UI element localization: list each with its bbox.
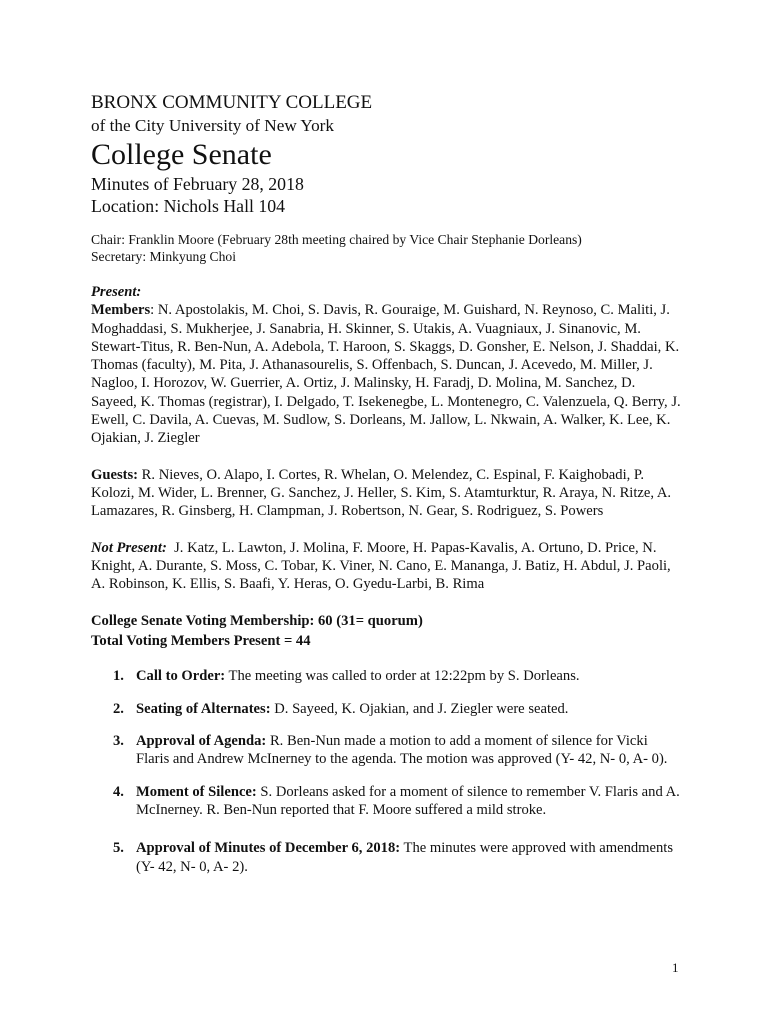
agenda-list <box>91 667 683 875</box>
agenda-item <box>91 732 683 769</box>
present-heading: Present: <box>91 284 142 300</box>
org-name: BRONX COMMUNITY COLLEGE <box>91 92 373 113</box>
item-number: 1. <box>113 668 124 685</box>
item-text: S. Dorleans asked for a moment of silence to remember V. Flaris and A. McInerney. R. Ben-Nun reported that F. Moore suffered a mild stroke. <box>136 783 680 818</box>
guests-list: R. Nieves, O. Alapo, I. Cortes, R. Whelan, O. Melendez, C. Espinal, F. Kaighobadi, P. Kolozi, M. Wider, L. Brenner, G. Sanchez, J. Heller, S. Kim, S. Atamturktur, R. Araya, N. Ritze, A. Lamazares, R. Ginsberg, H. Clampman, J. Robertson, N. Gear, S. Rodriguez, S. Powers <box>91 466 672 520</box>
agenda-item <box>91 783 683 820</box>
agenda-item <box>91 667 683 685</box>
item-text: The minutes were approved with amendments (Y- 42, N- 0, A- 2). <box>136 840 674 875</box>
page-title: College Senate <box>91 138 272 171</box>
voting-membership: College Senate Voting Membership: 60 (31= quorum) <box>91 613 423 630</box>
minutes-date: Minutes of February 28, 2018 <box>91 174 304 194</box>
item-label: Approval of Minutes of December 6, 2018: <box>136 840 401 857</box>
not-present-paragraph <box>91 539 683 594</box>
item-text: R. Ben-Nun made a motion to add a moment of silence for Vicki Flaris and Andrew McInerney to the agenda. The motion was approved (Y- 42, N- 0, A- 0). <box>136 733 668 768</box>
secretary-line: Secretary: Minkyung Choi <box>91 249 236 264</box>
members-label: Members <box>91 302 151 319</box>
meeting-location: Location: Nichols Hall 104 <box>91 196 286 216</box>
org-subtitle: of the City University of New York <box>91 116 334 135</box>
members-paragraph <box>91 301 683 447</box>
page-number: 1 <box>672 960 679 975</box>
agenda-item <box>91 700 683 718</box>
document-page <box>91 92 683 890</box>
item-label: Seating of Alternates: <box>136 700 271 717</box>
item-label: Moment of Silence: <box>136 783 257 800</box>
item-label: Approval of Agenda: <box>136 733 267 750</box>
members-list: : N. Apostolakis, M. Choi, S. Davis, R. Gouraige, M. Guishard, N. Reynoso, C. Maliti, J. Moghaddasi, S. Mukherjee, J. Sanabria, H. Skinner, S. Utakis, A. Vuagniaux, J. Sinanovic, M. Stewart-Titus, R. Ben-Nun, A. Adebola, T. Haroon, S. Skaggs, D. Gonsher, E. Nelson, J. Shaddai, K. Thomas (faculty), M. Pita, J. Athanasourelis, S. Offenbach, S. Duncan, J. Acevedo, M. Miller, J. Nagloo, I. Horozov, W. Guerrier, A. Ortiz, J. Malinsky, H. Faradj, D. Molina, M. Sanchez, D. Sayeed, K. Thomas (registrar), I. Delgado, T. Isekenegbe, L. Montenegro, C. Valenzuela, Q. Berry, J. Ewell, C. Davila, A. Cuevas, M. Sudlow, S. Dorleans, M. Jallow, L. Nkwain, A. Walker, K. Lee, K. Ojakian, J. Ziegler <box>91 302 681 447</box>
item-text: The meeting was called to order at 12:22pm by S. Dorleans. <box>225 668 580 685</box>
not-present-list: J. Katz, L. Lawton, J. Molina, F. Moore, H. Papas-Kavalis, A. Ortuno, D. Price, N. Knight, A. Durante, S. Moss, C. Tobar, K. Viner, N. Cano, E. Mananga, J. Batiz, H. Abdul, J. Paoli, A. Robinson, K. Ellis, S. Baafi, Y. Heras, O. Gyedu-Larbi, B. Rima <box>91 539 674 593</box>
guests-paragraph <box>91 466 683 521</box>
agenda-item <box>91 839 683 876</box>
item-label: Call to Order: <box>136 668 226 685</box>
item-text: D. Sayeed, K. Ojakian, and J. Ziegler were seated. <box>270 700 569 717</box>
not-present-label: Not Present: <box>91 539 167 556</box>
item-number: 5. <box>113 840 124 857</box>
item-number: 2. <box>113 700 124 717</box>
item-number: 4. <box>113 783 124 800</box>
voting-present: Total Voting Members Present = 44 <box>91 633 311 650</box>
guests-label: Guests: <box>91 466 139 483</box>
chair-line: Chair: Franklin Moore (February 28th meeting chaired by Vice Chair Stephanie Dorleans) <box>91 232 582 247</box>
item-number: 3. <box>113 733 124 750</box>
